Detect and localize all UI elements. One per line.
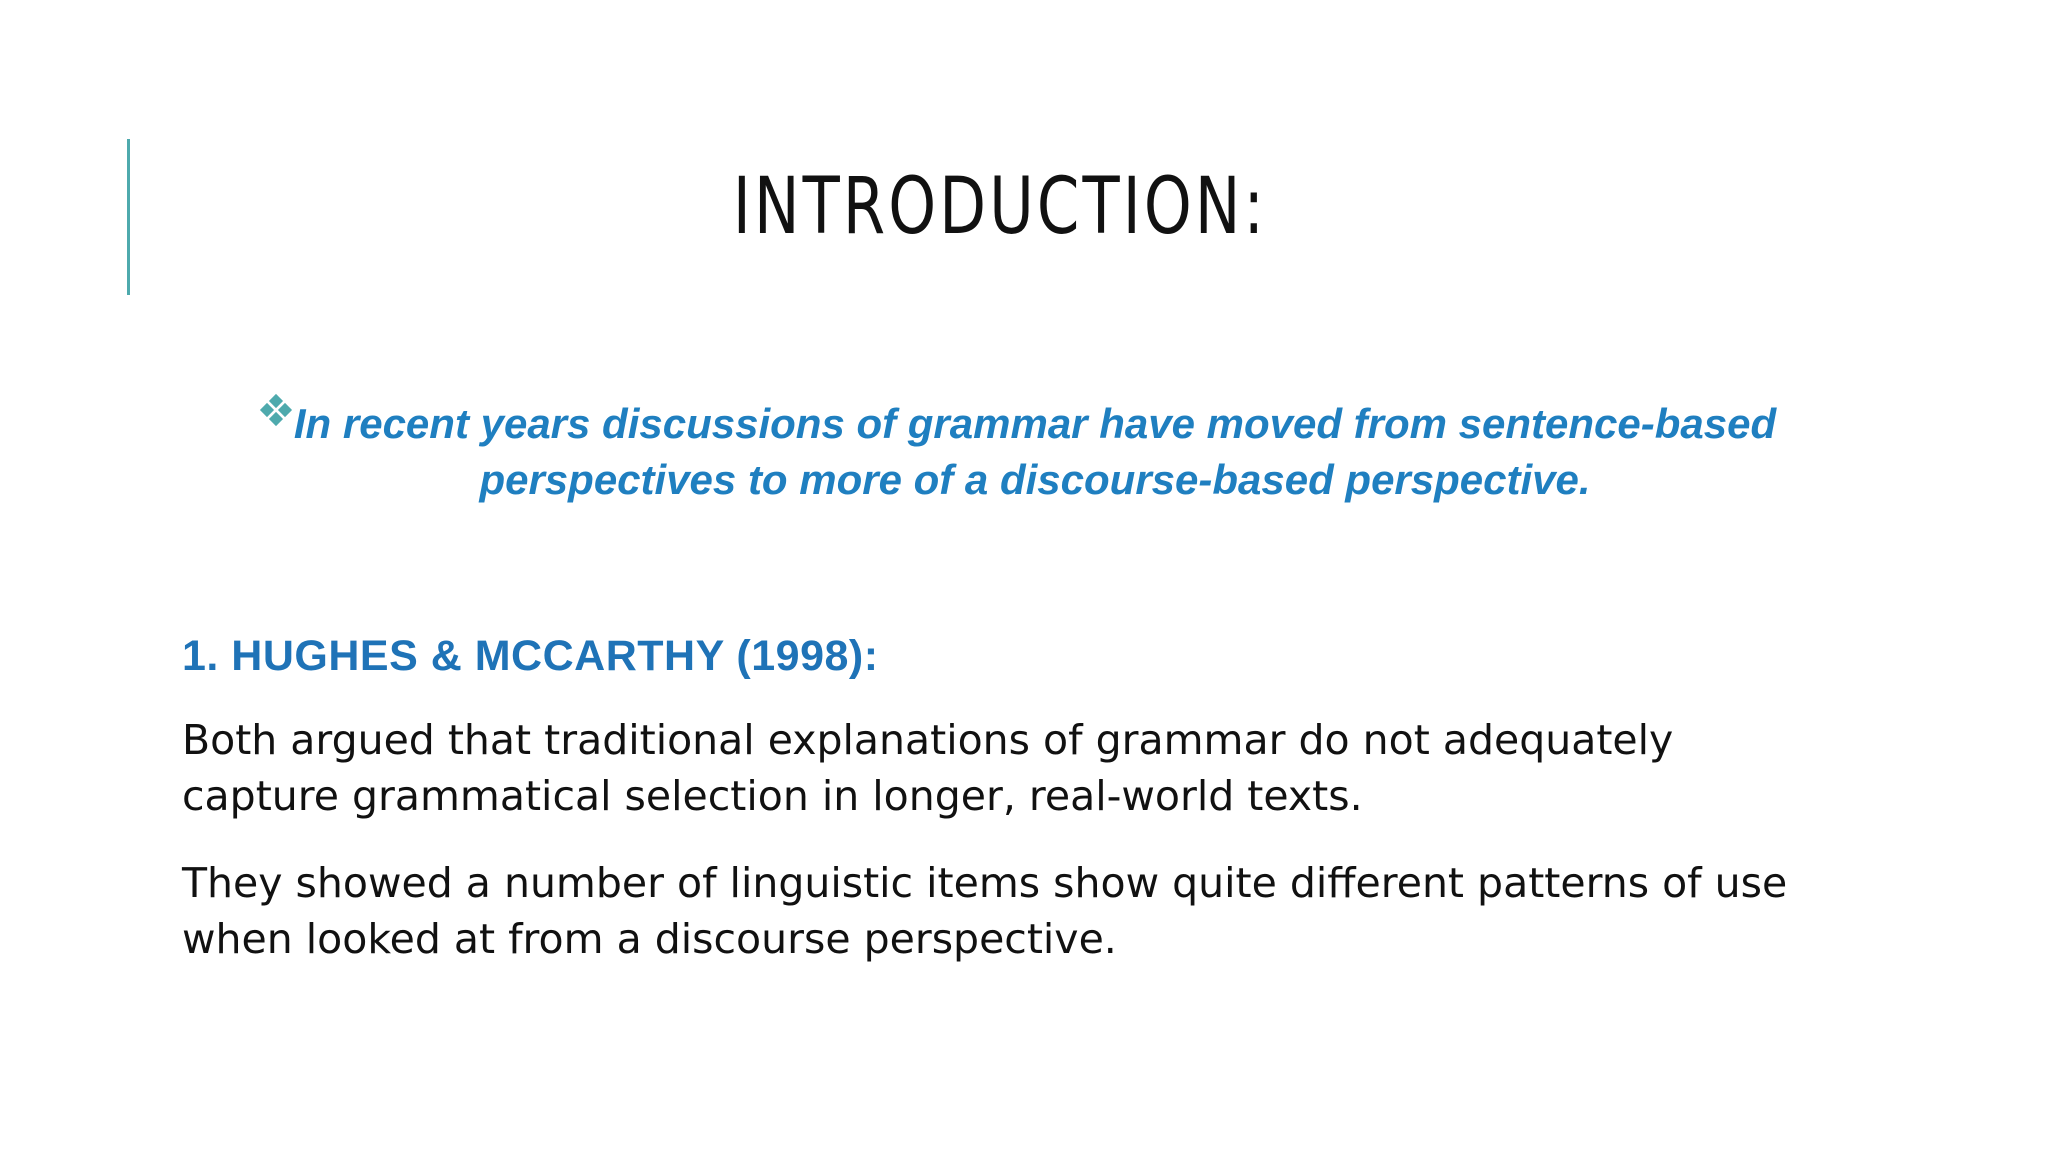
body-paragraph: They showed a number of linguistic items show quite different patterns of use when looked at from a discourse perspective. xyxy=(182,859,1788,963)
intro-bullet xyxy=(240,396,1800,508)
title-accent-bar xyxy=(127,139,130,295)
body-paragraph: Both argued that traditional explanations of grammar do not adequately capture grammatical selection in longer, real-world texts. xyxy=(182,716,1674,820)
slide-title: INTRODUCTION: xyxy=(732,162,1268,252)
intro-bullet-text: In recent years discussions of grammar have moved from sentence-based perspectives to more of a discourse-based perspective. xyxy=(293,400,1777,503)
section-heading: 1. HUGHES & MCCARTHY (1998): xyxy=(182,632,879,680)
diamond-cluster-bullet-icon xyxy=(258,396,294,432)
